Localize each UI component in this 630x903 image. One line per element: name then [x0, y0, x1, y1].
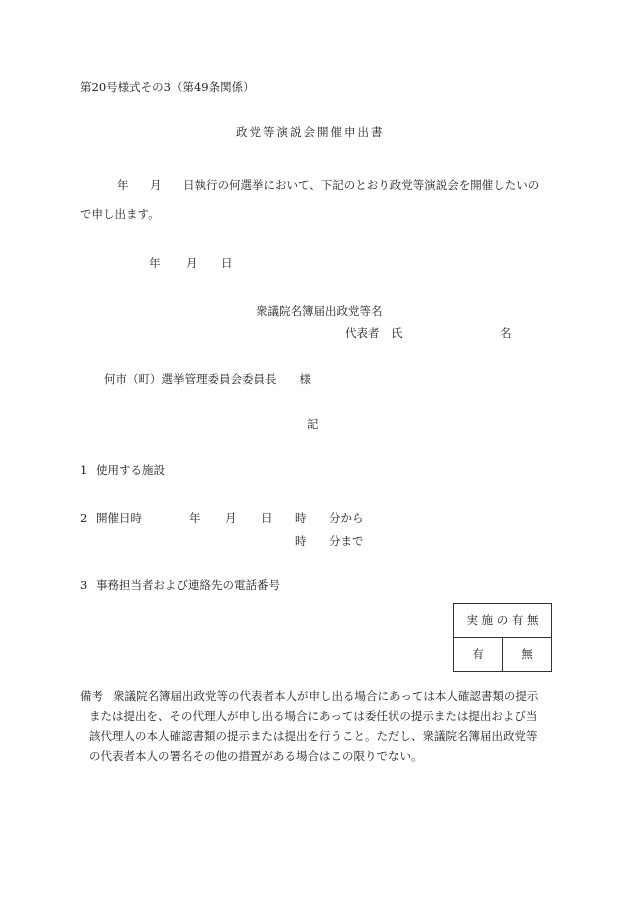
item-3-label: 事務担当者および連絡先の電話番号 [96, 578, 280, 592]
status-yes: 有 [454, 638, 503, 672]
ki-heading: 記 [307, 417, 319, 431]
addressee: 何市（町）選挙管理委員会委員長 様 [104, 372, 311, 386]
schedule-month: 月 [225, 511, 237, 525]
representative-label: 代表者 氏 [345, 326, 403, 340]
status-header: 実 施 の 有 無 [454, 604, 552, 638]
remarks-text-1: 衆議院名簿届出政党等の代表者本人が申し出る場合にあっては本人確認書類の提示 [113, 689, 539, 703]
remarks [80, 691, 560, 771]
status-no: 無 [503, 638, 552, 672]
intro-month: 月 [150, 178, 162, 192]
schedule-until: 分まで [329, 534, 364, 548]
remarks-text-4: の代表者本人の署名その他の措置がある場合はこの限りでない。 [89, 749, 423, 763]
form-number: 第20号様式その3（第49条関係） [80, 80, 255, 94]
remarks-text-2: または提出を、その代理人が申し出る場合にあっては委任状の提示または提出および当 [89, 709, 538, 723]
item-3-number: 3 [80, 578, 88, 592]
representative-name-suffix: 名 [500, 326, 512, 340]
schedule-day: 日 [261, 511, 273, 525]
remarks-label: 備考 [80, 689, 103, 703]
date-day: 日 [221, 256, 233, 270]
schedule-hour-end: 時 [295, 534, 307, 548]
intro-year: 年 [117, 178, 129, 192]
remarks-text-3: 該代理人の本人確認書類の提示または提出を行うこと。ただし、衆議院名簿届出政党等 [89, 729, 538, 743]
item-2-label: 開催日時 [96, 511, 142, 525]
intro-line-2: で申し出ます。 [80, 207, 160, 221]
item-2-number: 2 [80, 511, 88, 525]
item-1-label: 使用する施設 [96, 463, 165, 477]
schedule-year: 年 [189, 511, 201, 525]
date-month: 月 [186, 256, 198, 270]
party-name-label: 衆議院名簿届出政党等名 [256, 304, 383, 318]
item-1-number: 1 [80, 463, 88, 477]
date-year: 年 [149, 256, 161, 270]
implementation-status-table [453, 603, 552, 672]
page-title: 政党等演説会開催申出書 [236, 125, 385, 139]
intro-line-1: 日執行の何選挙において、下記のとおり政党等演説会を開催したいの [183, 178, 540, 192]
remarks-line-1 [80, 691, 560, 711]
schedule-from: 分から [329, 511, 364, 525]
schedule-hour-start: 時 [295, 511, 307, 525]
